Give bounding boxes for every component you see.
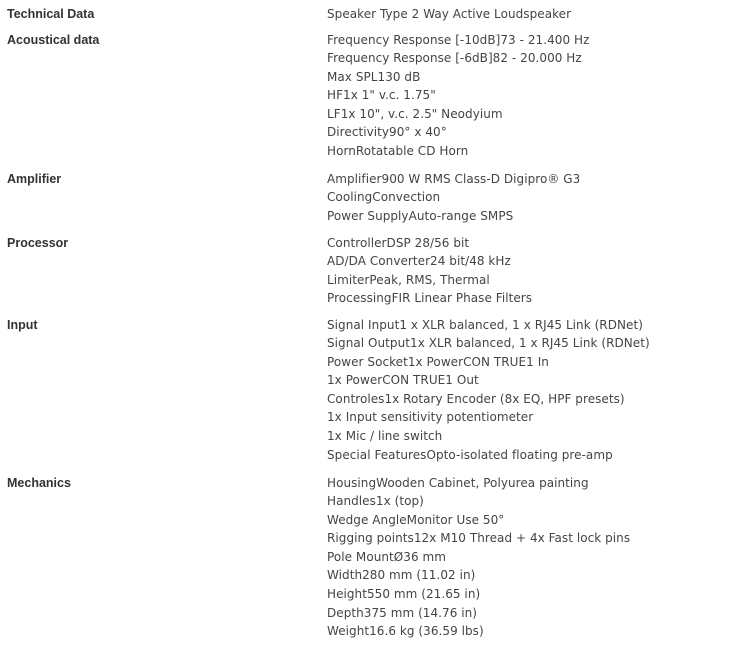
spec-value-line: Pole MountØ36 mm xyxy=(327,549,447,564)
section-heading: Mechanics xyxy=(7,475,71,490)
spec-value-line: Signal Output1x XLR balanced, 1 x RJ45 Link (RDNet) xyxy=(327,336,650,351)
spec-section xyxy=(0,5,735,24)
spec-values xyxy=(327,316,735,465)
spec-value-line: Handles1x (top) xyxy=(327,494,424,509)
spec-value-line: Controles1x Rotary Encoder (8x EQ, HPF presets) xyxy=(327,391,625,406)
section-heading: Processor xyxy=(7,235,69,250)
section-heading: Input xyxy=(7,317,38,332)
spec-values xyxy=(327,170,735,226)
spec-section xyxy=(0,170,735,226)
spec-value-line: Depth375 mm (14.76 in) xyxy=(327,605,478,620)
spec-value-line: CoolingConvection xyxy=(327,190,441,205)
spec-value-line: Max SPL130 dB xyxy=(327,69,421,84)
spec-value-line: LF1x 10", v.c. 2.5" Neodyium xyxy=(327,106,503,121)
spec-value-line: Amplifier900 W RMS Class-D Digipro® G3 xyxy=(327,171,581,186)
spec-value-line: Speaker Type 2 Way Active Loudspeaker xyxy=(327,6,572,21)
spec-value-line: AD/DA Converter24 bit/48 kHz xyxy=(327,254,511,269)
spec-value-line: Power Socket1x PowerCON TRUE1 In xyxy=(327,354,549,369)
spec-section xyxy=(0,31,735,161)
spec-value-line: HousingWooden Cabinet, Polyurea painting xyxy=(327,475,589,490)
spec-value-line: 1x Input sensitivity potentiometer xyxy=(327,410,534,425)
spec-value-line: HF1x 1" v.c. 1.75" xyxy=(327,88,436,103)
spec-value-line: Special FeaturesOpto-isolated floating pre-amp xyxy=(327,447,613,462)
spec-value-line: LimiterPeak, RMS, Thermal xyxy=(327,272,490,287)
spec-value-line: 1x Mic / line switch xyxy=(327,429,443,444)
spec-section xyxy=(0,474,735,641)
spec-value-line: Weight16.6 kg (36.59 lbs) xyxy=(327,624,484,639)
spec-values xyxy=(327,234,735,308)
spec-value-line: HornRotatable CD Horn xyxy=(327,144,469,159)
spec-value-line: 1x PowerCON TRUE1 Out xyxy=(327,373,479,388)
spec-values xyxy=(327,5,735,24)
section-heading: Technical Data xyxy=(7,6,95,21)
spec-value-line: Wedge AngleMonitor Use 50° xyxy=(327,512,505,527)
spec-section xyxy=(0,316,735,465)
spec-value-line: Directivity90° x 40° xyxy=(327,125,447,140)
spec-value-line: Height550 mm (21.65 in) xyxy=(327,587,481,602)
spec-value-line: ControllerDSP 28/56 bit xyxy=(327,235,470,250)
spec-section xyxy=(0,234,735,308)
spec-values xyxy=(327,31,735,161)
spec-value-line: Rigging points12x M10 Thread + 4x Fast lock pins xyxy=(327,531,631,546)
spec-value-line: Power SupplyAuto-range SMPS xyxy=(327,208,514,223)
spec-value-line: Frequency Response [-10dB]73 - 21.400 Hz xyxy=(327,32,590,47)
spec-value-line: Signal Input1 x XLR balanced, 1 x RJ45 Link (RDNet) xyxy=(327,317,643,332)
section-heading: Amplifier xyxy=(7,171,62,186)
section-heading: Acoustical data xyxy=(7,32,100,47)
spec-value-line: ProcessingFIR Linear Phase Filters xyxy=(327,291,533,306)
spec-value-line: Frequency Response [-6dB]82 - 20.000 Hz xyxy=(327,51,582,66)
spec-value-line: Width280 mm (11.02 in) xyxy=(327,568,476,583)
spec-values xyxy=(327,474,735,641)
